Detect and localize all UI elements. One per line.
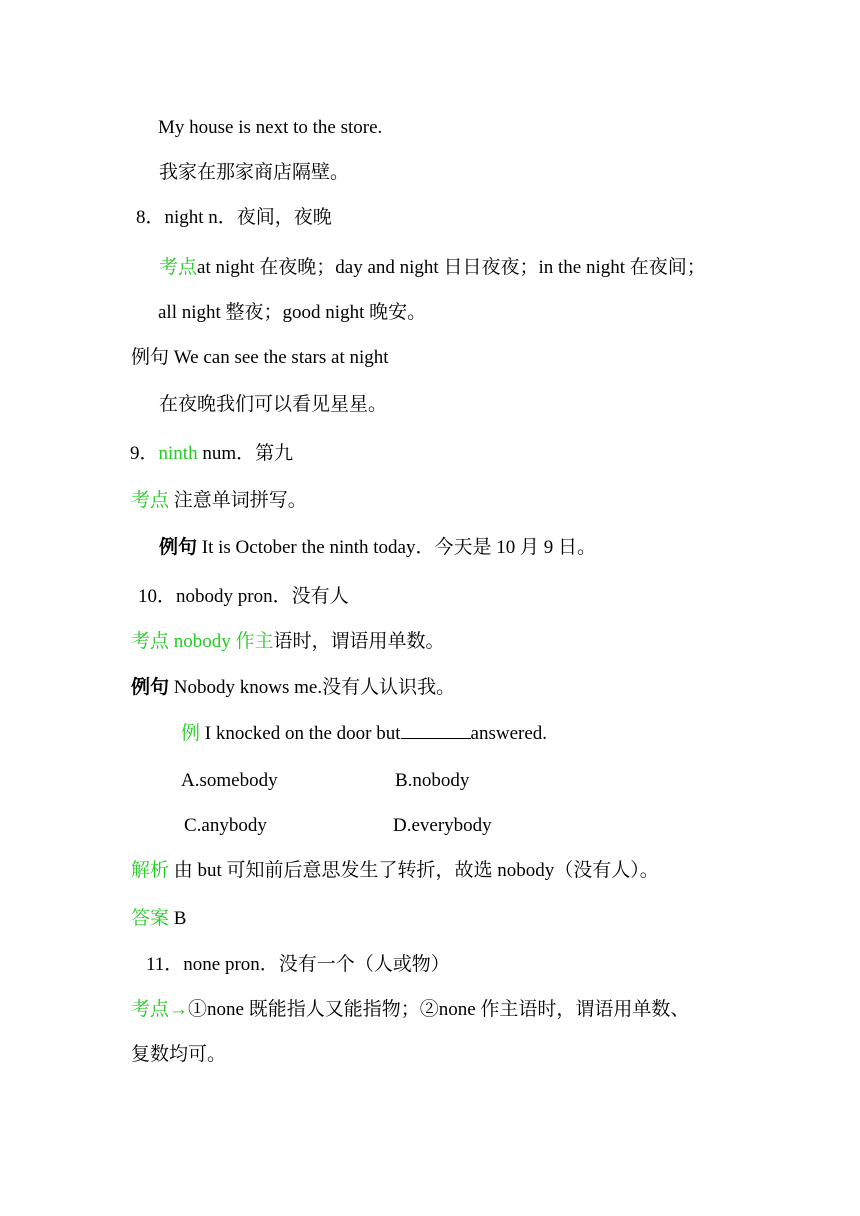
example-text: Nobody knows me.没有人认识我。 xyxy=(169,677,456,698)
entry-11-key-point xyxy=(131,998,689,1022)
example-label: 例句 xyxy=(159,537,198,558)
key-point-label: 考点 xyxy=(159,257,198,278)
exercise-text-after-blank: answered. xyxy=(470,723,548,744)
exercise-text-before-blank: I knocked on the door but xyxy=(200,723,401,744)
entry-9-key-point xyxy=(131,489,307,513)
key-point-text: 注意单词拼写。 xyxy=(169,490,307,511)
example-label: 例句 xyxy=(131,677,170,698)
entry-10-heading: 10．nobody pron．没有人 xyxy=(138,586,349,607)
analysis-text: 由 but 可知前后意思发生了转折，故选 nobody（没有人）。 xyxy=(169,860,659,881)
key-point-text: ①none 既能指人又能指物；②none 作主语时，谓语用单数、 xyxy=(188,999,690,1020)
entry-9-example xyxy=(159,536,596,560)
option-a: A.somebody xyxy=(181,770,278,791)
example-sentence-chinese: 我家在那家商店隔壁。 xyxy=(159,162,350,183)
entry-11-heading: 11．none pron．没有一个（人或物） xyxy=(146,954,450,975)
entry-9-heading xyxy=(130,442,293,466)
key-point-text: at night 在夜晚；day and night 日日夜夜；in the night 在夜间； xyxy=(197,257,706,278)
entry-8-example: 例句 We can see the stars at night xyxy=(131,347,389,368)
answer-blank xyxy=(401,738,471,739)
entry-definition: num．第九 xyxy=(197,443,294,464)
key-point-text: 语时，谓语用单数。 xyxy=(273,631,445,652)
option-c: C.anybody xyxy=(184,815,267,836)
key-point-label: 考点 nobody 作主 xyxy=(131,631,274,652)
example-text: It is October the ninth today．今天是 10 月 9 日。 xyxy=(197,537,596,558)
entry-number: 9． xyxy=(130,443,159,464)
exercise-question xyxy=(181,722,547,746)
entry-8-example-translation: 在夜晚我们可以看见星星。 xyxy=(159,394,388,415)
exercise-label: 例 xyxy=(181,723,201,744)
entry-8-heading: 8．night n．夜间，夜晚 xyxy=(136,207,332,228)
entry-8-key-point xyxy=(159,256,706,280)
option-b: B.nobody xyxy=(395,770,470,791)
entry-8-key-point-continued: all night 整夜；good night 晚安。 xyxy=(158,302,427,323)
option-d: D.everybody xyxy=(393,815,492,836)
example-sentence-english: My house is next to the store. xyxy=(158,117,383,138)
answer-label: 答案 xyxy=(131,908,170,929)
analysis xyxy=(131,859,659,883)
key-point-label: 考点→ xyxy=(131,999,189,1020)
entry-10-key-point xyxy=(131,630,445,654)
key-point-label: 考点 xyxy=(131,490,170,511)
answer xyxy=(131,907,186,931)
answer-text: B xyxy=(169,908,187,929)
entry-word: ninth xyxy=(158,443,198,464)
analysis-label: 解析 xyxy=(131,860,170,881)
entry-11-key-point-continued: 复数均可。 xyxy=(131,1044,227,1065)
entry-10-example xyxy=(131,676,455,700)
